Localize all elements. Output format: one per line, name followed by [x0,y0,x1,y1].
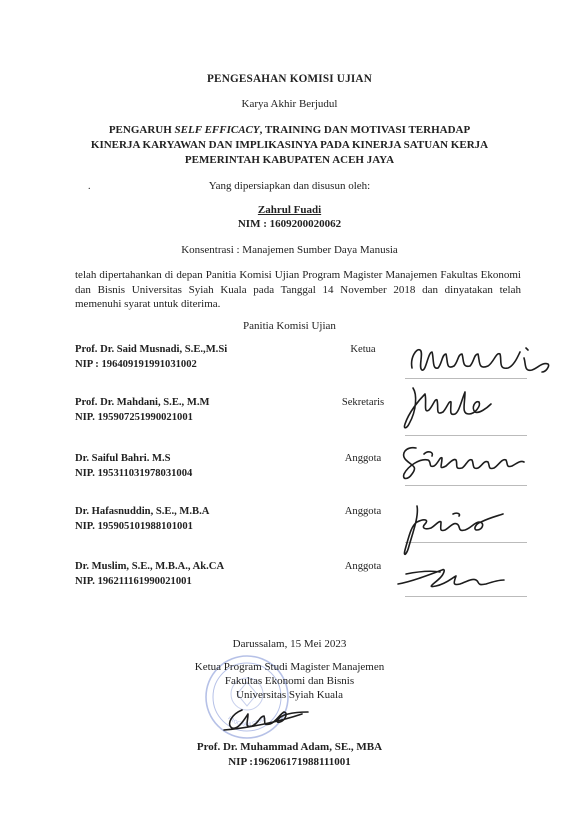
thesis-title-line1-a: PENGARUH [108,124,175,136]
member-role: Anggota [344,453,382,464]
thesis-title-line2: KINERJA KARYAWAN DAN IMPLIKASINYA PADA KINERJA SATUAN KERJA [90,139,489,151]
thesis-title-line1-b: , TRAINING DAN MOTIVASI TERHADAP [259,124,471,136]
member-name: Dr. Muslim, S.E., M.B.A., Ak.CA [75,561,225,572]
signature-4-icon [395,500,510,567]
signature-5-icon [396,560,506,601]
author-nim: NIM : 1609200020062 [237,218,342,230]
thesis-title-line3: PEMERINTAH KABUPATEN ACEH JAYA [184,154,395,166]
document-title: PENGESAHAN KOMISI UJIAN [207,73,372,85]
head-title-line3: Universitas Syiah Kuala [236,689,343,701]
stamp-text: PROGRAM STUDI [226,715,268,729]
member-role: Anggota [344,561,382,572]
head-signature-icon [218,700,328,741]
statement-paragraph: telah dipertahankan di depan Panitia Komisi Ujian Program Magister Manajemen Fakultas Ekonomi dan Bisnis Universitas Syiah Kuala pada Tanggal 14 November 2018 dan dinyatakan telah memenuhi syarat untuk diterima. [75,269,521,310]
stray-dot: . [88,181,91,192]
member-name: Dr. Saiful Bahri. M.S [75,453,171,464]
member-nip: NIP. 196211161990021001 [75,576,192,587]
member-nip: NIP : 196409191991031002 [75,359,197,370]
document-subtitle: Karya Akhir Berjudul [241,98,338,110]
head-name: Prof. Dr. Muhammad Adam, SE., MBA [196,741,383,753]
concentration: Konsentrasi : Manajemen Sumber Daya Manusia [181,244,398,256]
head-title-line2: Fakultas Ekonomi dan Bisnis [224,675,355,687]
author-name-text: Zahrul Fuadi [257,204,322,216]
head-title-line1: Ketua Program Studi Magister Manajemen [194,661,385,673]
signature-2-icon [395,380,505,440]
head-nip: NIP :196206171988111001 [228,756,351,768]
member-nip: NIP. 195905101988101001 [75,521,193,532]
member-role: Sekretaris [341,397,385,408]
member-name: Prof. Dr. Said Musnadi, S.E.,M.Si [75,344,228,355]
author-name [0,204,579,216]
member-nip: NIP. 195311031978031004 [75,468,193,479]
thesis-title-italic: SELF EFFICACY [174,124,260,136]
place-date: Darussalam, 15 Mei 2023 [232,638,347,650]
member-nip: NIP. 195907251990021001 [75,412,193,423]
member-name: Prof. Dr. Mahdani, S.E., M.M [75,397,210,408]
thesis-title-line1 [60,123,519,138]
member-role: Anggota [344,506,382,517]
panel-title: Panitia Komisi Ujian [243,320,336,332]
signature-3-icon [398,440,528,490]
prepared-by-label: Yang dipersiapkan dan disusun oleh: [208,180,371,192]
member-name: Dr. Hafasnuddin, S.E., M.B.A [75,506,210,517]
thesis-title [60,123,519,168]
member-role: Ketua [350,344,376,355]
